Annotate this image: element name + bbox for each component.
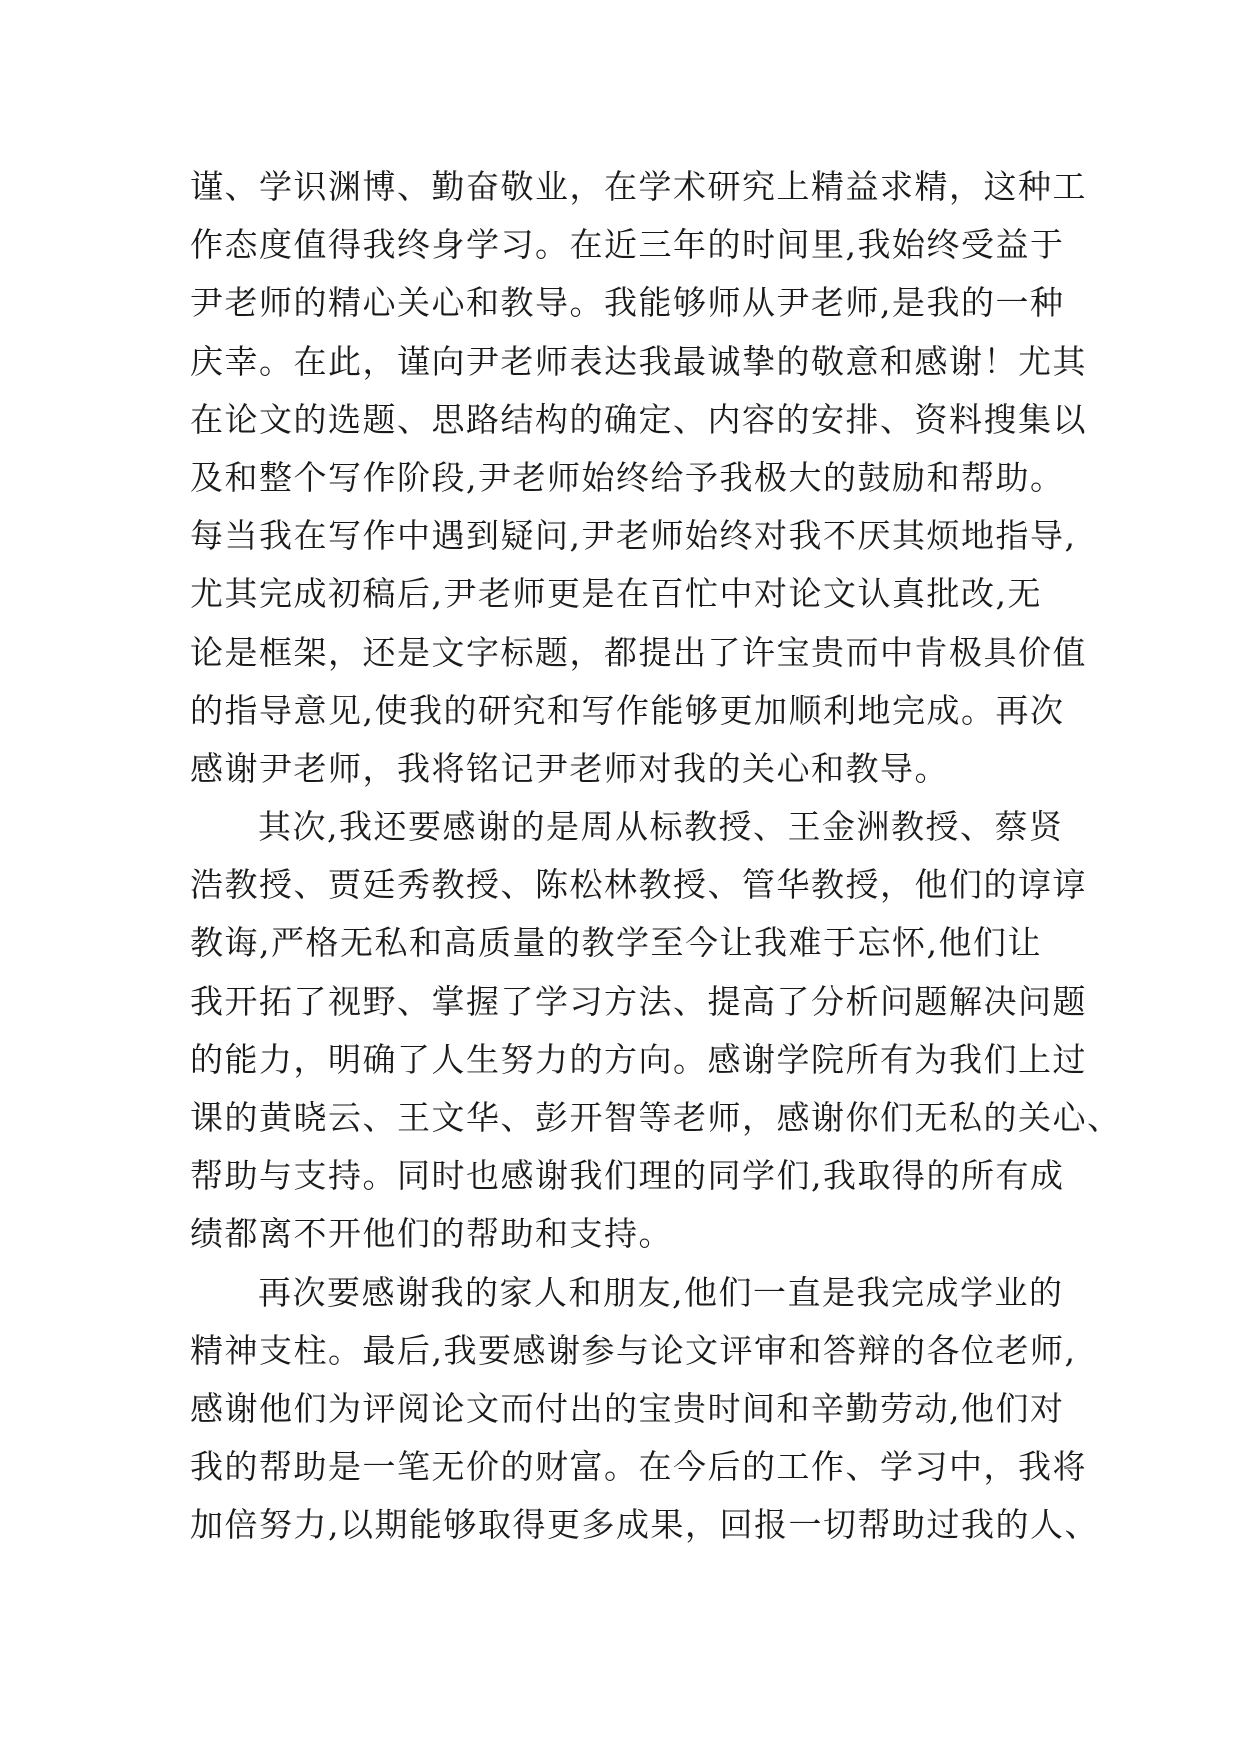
text-line: 谨、学识渊博、勤奋敬业，在学术研究上精益求精，这种工 [190,167,1087,206]
text-line: 论是框架，还是文字标题，都提出了许宝贵而中肯极具价值 [190,632,1087,672]
text-line: 的能力，明确了人生努力的方向。感谢学院所有为我们上过 [190,1039,1087,1079]
paragraph-1 [190,158,1087,798]
text-line: 尹老师的精心关心和教导。我能够师从尹老师,是我的一种 [190,283,1065,323]
text-line: 我开拓了视野、掌握了学习方法、提高了分析问题解决问题 [190,981,1087,1021]
text-line: 庆幸。在此，谨向尹老师表达我最诚挚的敬意和感谢！尤其 [190,341,1087,381]
text-line: 我的帮助是一笔无价的财富。在今后的工作、学习中，我将 [190,1447,1087,1487]
text-line: 作态度值得我终身学习。在近三年的时间里,我始终受益于 [190,225,1065,265]
text-line: 教诲,严格无私和高质量的教学至今让我难于忘怀,他们让 [190,923,1042,963]
text-line: 课的黄晓云、王文华、彭开智等老师，感谢你们无私的关心、 [190,1098,1122,1137]
text-line: 的指导意见,使我的研究和写作能够更加顺利地完成。再次 [190,690,1065,730]
text-line: 浩教授、贾廷秀教授、陈松林教授、管华教授，他们的谆谆 [190,865,1087,905]
text-line: 及和整个写作阶段,尹老师始终给予我极大的鼓励和帮助。 [190,457,1065,497]
text-line: 尤其完成初稿后,尹老师更是在百忙中对论文认真批改,无 [190,574,1042,614]
text-line: 精神支柱。最后,我要感谢参与论文评审和答辩的各位老师, [190,1330,1077,1370]
text-line: 再次要感谢我的家人和朋友,他们一直是我完成学业的 [258,1272,1064,1312]
text-line: 感谢尹老师，我将铭记尹老师对我的关心和教导。 [190,748,949,788]
text-line: 在论文的选题、思路结构的确定、内容的安排、资料搜集以 [190,399,1087,439]
text-line: 其次,我还要感谢的是周从标教授、王金洲教授、蔡贤 [258,807,1064,847]
paragraph-2 [190,798,1122,1264]
text-line: 帮助与支持。同时也感谢我们理的同学们,我取得的所有成 [190,1156,1065,1196]
text-line: 绩都离不开他们的帮助和支持。 [190,1214,673,1254]
text-line: 感谢他们为评阅论文而付出的宝贵时间和辛勤劳动,他们对 [190,1388,1065,1428]
acknowledgement-text [190,158,1122,1555]
paragraph-3 [190,1264,1099,1555]
text-line: 每当我在写作中遇到疑问,尹老师始终对我不厌其烦地指导, [190,516,1077,556]
text-line: 加倍努力,以期能够取得更多成果，回报一切帮助过我的人、 [190,1505,1099,1545]
